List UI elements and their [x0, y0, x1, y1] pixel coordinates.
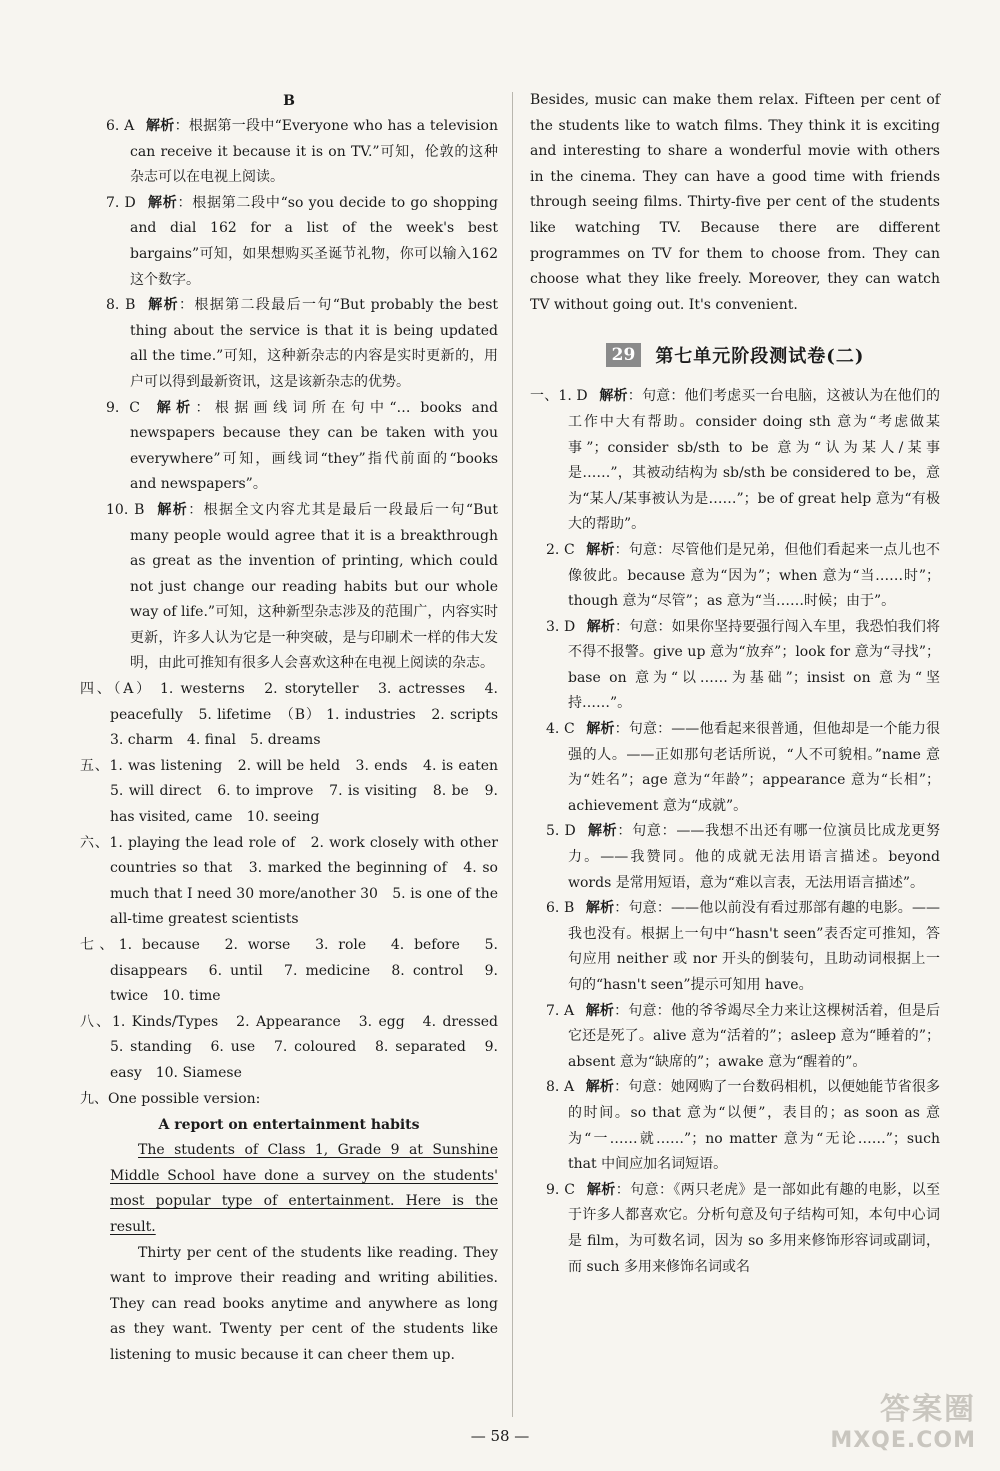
- answer-item: [80, 191, 498, 293]
- watermark-url: MXQE.COM: [830, 1428, 976, 1453]
- section-label: 四、: [80, 681, 114, 698]
- section-label: 五、: [80, 757, 110, 774]
- answer-item: [530, 615, 940, 717]
- exercise-section: [80, 677, 512, 754]
- analysis-text: ：句意：她网购了一台数码相机，以便她能节省很多的时间。so that 意为“以便”，表目的；as soon as 意为“一……就……”；no matter 意为“无论……”；such that 中间应加名词短语。: [568, 1079, 941, 1173]
- analysis-text: ：句意：他们考虑买一台电脑，这被认为在他们的工作中大有帮助。consider doing sth 意为“考虑做某事”；consider sb/sth to be 意为“认为某人/某事是……”，其被动结构为 sb/sth be considered to be，意为“某人/某事被认为是……”；be of great help 意为“有极大的帮助”。: [568, 388, 941, 533]
- analysis-text: ：根据全文内容尤其是最后一段最后一句“But many people would agree that it is a breakthrough as great as the invention of printing, which could not just change our reading habits but our whole way of life.”可知，这种新型杂志涉及的范围广，内容实时更新，许多人认为它是一种突破，是与印刷术一样的伟大发明，由此可推知有很多人会喜欢这种在电视上阅读的杂志。: [130, 501, 498, 672]
- answer-item: [80, 396, 498, 498]
- answer-item: [530, 999, 940, 1076]
- answer-item: [530, 896, 940, 998]
- answer-number: 3. D: [546, 618, 576, 635]
- section-answers: One possible version:: [108, 1090, 261, 1107]
- unit-heading: [530, 340, 940, 370]
- essay-paragraph-2: Thirty per cent of the students like reading. They want to improve their reading and writing abilities. They can read books anytime and anywhere as long as they want. Twenty per cent of the students like listening to music because it can cheer them up.: [110, 1244, 498, 1363]
- section-heading-b: B: [283, 93, 295, 109]
- analysis-label: 解析: [586, 541, 615, 558]
- answer-number: 10. B: [106, 501, 145, 518]
- section-label: 八、: [80, 1013, 112, 1030]
- analysis-label: 解析: [586, 721, 615, 738]
- left-answer-list: [80, 114, 498, 677]
- analysis-text: ：句意：他的爷爷竭尽全力来让这棵树活着，但是后它还是死了。alive 意为“活着的”；asleep 意为“睡着的”；absent 意为“缺席的”；awake 意为“醒着的”。: [568, 1002, 941, 1070]
- exercise-section: [80, 831, 498, 933]
- analysis-label: 解析: [148, 297, 180, 314]
- analysis-label: 解析: [156, 399, 196, 416]
- analysis-label: 解析: [585, 1002, 615, 1019]
- watermark-logo-text: 答案圈: [880, 1392, 976, 1427]
- analysis-text: ：句意：尽管他们是兄弟，但他们看起来一点儿也不像彼此。because 意为“因为”；when 意为“当……时”；though 意为“尽管”；as 意为“当……时候；由于”。: [568, 541, 941, 610]
- exercise-sections: [80, 677, 513, 1112]
- answer-item: [80, 293, 498, 395]
- essay-paragraph-1: The students of Class 1, Grade 9 at Sunshine Middle School have done a survey on the students' most popular type of entertainment. Here is the result.: [110, 1142, 498, 1235]
- unit-title: 第七单元阶段测试卷(二): [655, 346, 865, 368]
- answer-number: 4. C: [546, 721, 575, 738]
- section-answers: 1. playing the lead role of 2. work closely with other countries so that 3. marked the beginning of 4. so much that I need 30 more/another 30 5. is one of the all-time greatest scientists: [109, 834, 498, 928]
- answer-number: 6. B: [546, 900, 575, 917]
- essay-title: A report on entertainment habits: [158, 1117, 420, 1134]
- analysis-label: 解析: [586, 618, 616, 635]
- answer-item: [530, 384, 940, 538]
- page-number: — 58 —: [470, 1427, 530, 1445]
- answer-item: [530, 717, 940, 819]
- analysis-label: 解析: [587, 823, 618, 840]
- right-answer-list: [530, 384, 940, 1280]
- left-column: [80, 88, 513, 1369]
- answer-item: [80, 498, 498, 677]
- section-answers: 1. Kinds/Types 2. Appearance 3. egg 4. dressed 5. standing 6. use 7. coloured 8. separated 9. easy 10. Siamese: [110, 1013, 513, 1081]
- unit-number-badge: 29: [606, 343, 642, 367]
- answer-number: 6. A: [106, 118, 135, 134]
- exercise-section: [80, 1010, 513, 1087]
- analysis-text: ：句意：——他以前没有看过那部有趣的电影。——我也没有。根据上一句中“hasn't seen”表否定可推知，答句应用 neither 或 nor 开头的倒装句，且助动词根据上一句的“hasn't seen”提示可知用 have。: [568, 900, 940, 993]
- answer-number: 一、1. D: [530, 388, 588, 405]
- analysis-text: ：句意：——他看起来很普通，但他却是一个能力很强的人。——正如那句老话所说，“人不可貌相。”name 意为“姓名”；age 意为“年龄”；appearance 意为“长相”；achievement 意为“成就”。: [568, 721, 941, 814]
- answer-number: 9. C: [106, 399, 140, 416]
- analysis-text: ：根据画线词所在句中“… books and newspapers because they can be taken with you everywhere”可知，画线词“they”指代前面的“books and newspapers”。: [130, 399, 499, 493]
- answer-number: 8. A: [546, 1079, 575, 1096]
- section-answers: （A） 1. westerns 2. storyteller 3. actresses 4. peacefully 5. lifetime （B） 1. industries 2. scripts 3. charm 4. final 5. dreams: [110, 681, 512, 749]
- section-label: 六、: [80, 834, 110, 851]
- watermark-logo: [830, 1384, 976, 1453]
- answer-number: 9. C: [546, 1181, 575, 1198]
- analysis-text: ：句意：——我想不出还有哪一位演员比成龙更努力。——我赞同。他的成就无法用语言描述。beyond words 是常用短语，意为“难以言表，无法用语言描述”。: [568, 823, 941, 891]
- answer-item: [530, 819, 940, 896]
- answer-number: 5. D: [546, 823, 576, 840]
- answer-number: 8. B: [106, 297, 136, 314]
- analysis-text: ：根据第二段最后一句“But probably the best thing about the service is that it is being updated all the time.”可知，这种新杂志的内容是实时更新的，用户可以得到最新资讯，这是该新杂志的优势。: [130, 297, 499, 390]
- analysis-label: 解析: [147, 194, 178, 211]
- answer-item: [80, 114, 498, 191]
- exercise-section: [80, 754, 512, 831]
- analysis-label: 解析: [585, 900, 615, 917]
- essay-continuation: Besides, music can make them relax. Fifteen per cent of the students like to watch films. They think it is exciting and interesting to share a wonderful movie with others in the cinema. They can have a good time with friends through seeing films. Thirty-five per cent of the students like watching TV. Because there are different programmes on TV for them to choose from. They can choose what they like freely. Moreover, they can watch TV without going out. It's convenient.: [530, 92, 940, 313]
- answer-number: 2. C: [546, 541, 575, 558]
- analysis-text: ：根据第一段中“Everyone who has a television can receive it because it is on TV.”可知，伦敦的这种杂志可以在电视上阅读。: [130, 118, 499, 186]
- section-label: 九、: [80, 1090, 108, 1107]
- answer-number: 7. D: [106, 194, 136, 211]
- exercise-section: [80, 933, 498, 1010]
- analysis-text: ：根据第二段中“so you decide to go shopping and dial 162 for a list of the week's best bargains”可知，如果想购买圣诞节礼物，你可以输入162这个数字。: [130, 194, 498, 288]
- section-answers: 1. because 2. worse 3. role 4. before 5. disappears 6. until 7. medicine 8. control 9. twice 10. time: [110, 937, 498, 1005]
- analysis-label: 解析: [586, 1181, 616, 1198]
- right-column: [530, 88, 940, 1280]
- analysis-label: 解析: [599, 388, 628, 405]
- analysis-label: 解析: [585, 1079, 615, 1096]
- analysis-text: ：句意：《两只老虎》是一部如此有趣的电影，以至于许多人都喜欢它。分析句意及句子结构可知，本句中心词是 film，为可数名词，因为 so 多用来修饰形容词或副词，而 such 多用来修饰名词或名: [568, 1181, 941, 1275]
- analysis-text: ：句意：如果你坚持要强行闯入车里，我恐怕我们将不得不报警。give up 意为“放弃”；look for 意为“寻找”；base on 意为“以……为基础”；insist on 意为“坚持……”。: [568, 618, 941, 712]
- answer-item: [530, 1178, 940, 1280]
- answer-item: [530, 1075, 940, 1177]
- analysis-label: 解析: [157, 501, 189, 518]
- analysis-label: 解析: [145, 118, 175, 134]
- section-answers: 1. was listening 2. will be held 3. ends 4. is eaten 5. will direct 6. to improve 7. is visiting 8. be 9. has visited, came 10. seeing: [109, 757, 512, 826]
- column-divider: [512, 92, 513, 1417]
- section-label: 七、: [80, 937, 119, 953]
- answer-item: [530, 538, 940, 615]
- answer-number: 7. A: [546, 1002, 575, 1019]
- exercise-section: [80, 1087, 498, 1113]
